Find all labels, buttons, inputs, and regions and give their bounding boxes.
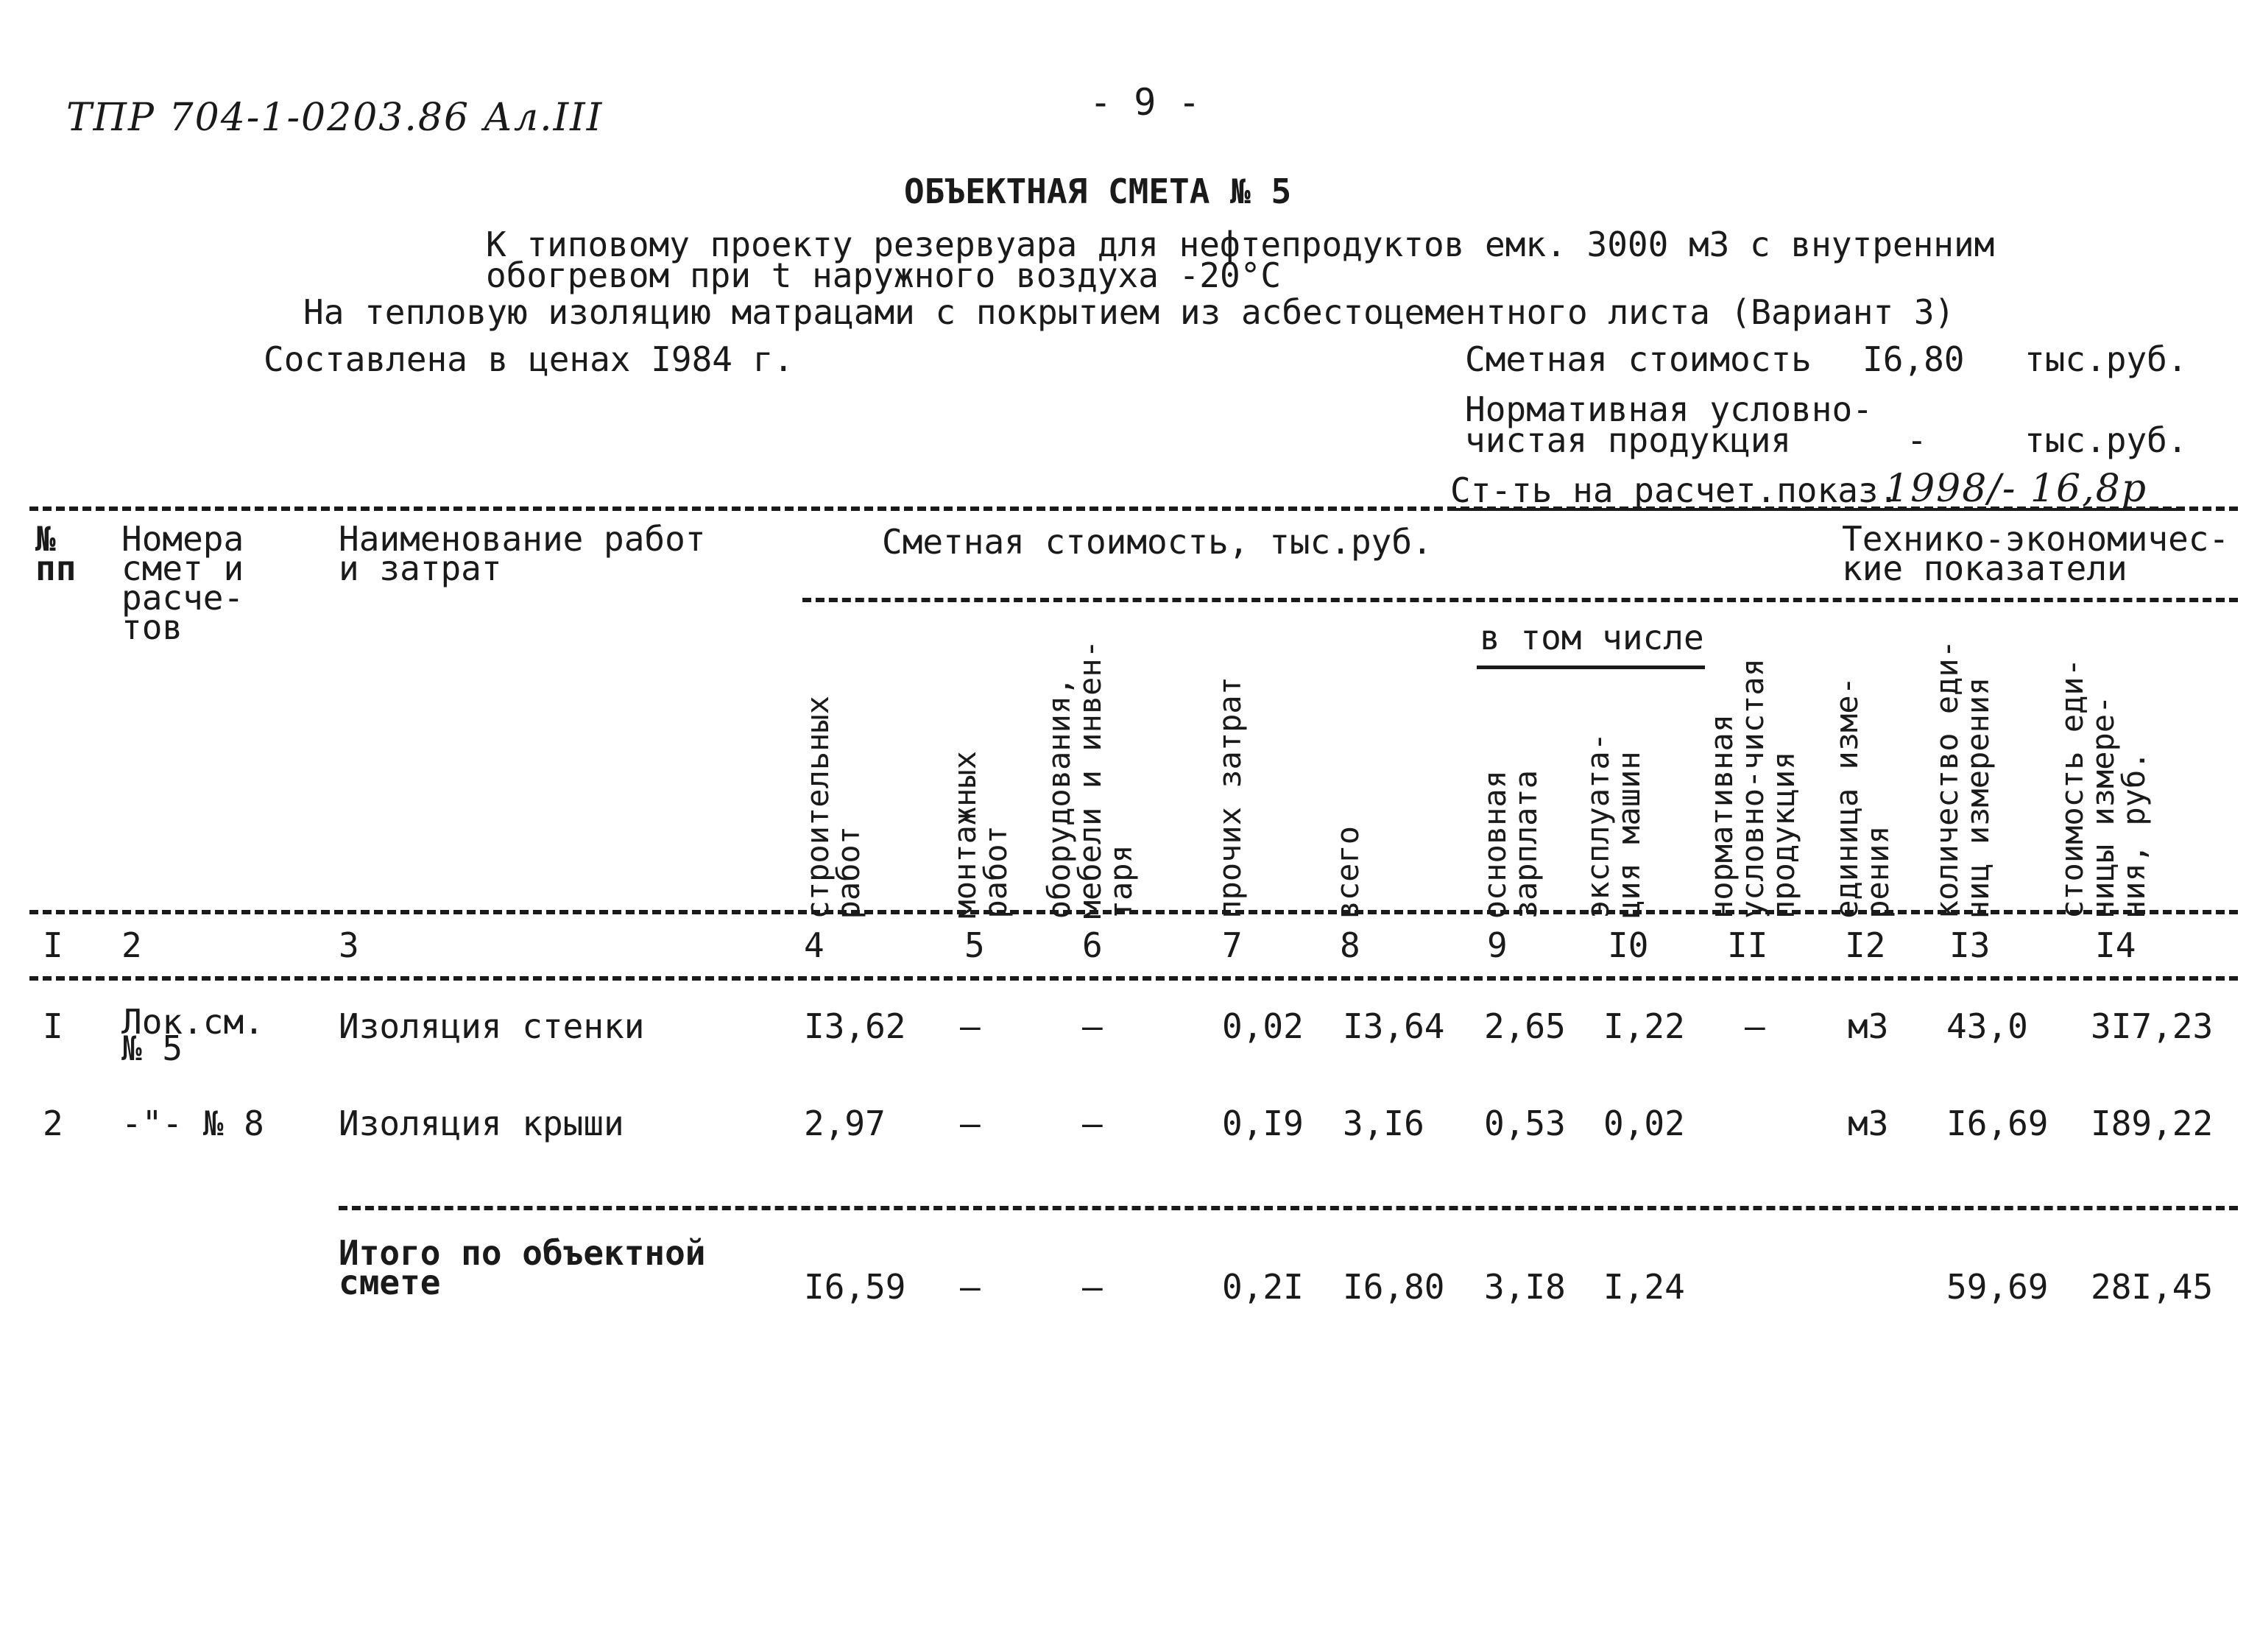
colnum: I4 [2095,925,2136,965]
cell-equipment: – [1082,1104,1103,1143]
handwritten-document-code: ТПР 704-1-0203.86 Ал.III [66,96,604,140]
header-col-machines: эксплуата- ция машин [1580,733,1647,919]
work-name: Изоляция стенки [339,1006,645,1046]
header-col-quantity: количество еди- ниц измерения [1929,639,1996,919]
header-col-equipment: оборудования, мебели и инвен- таря [1041,639,1139,919]
total-wages: 3,I8 [1484,1267,1566,1307]
column-numbers-bottom-rule [29,976,2238,981]
header-col-unit: единица изме- рения [1829,677,1896,919]
total-equipment: – [1082,1267,1103,1307]
cell-quantity: I6,69 [1946,1104,2049,1143]
estimate-ref: Лок.см. № 5 [121,1002,264,1068]
cell-installation: – [960,1104,981,1143]
normative-unit: тыс.руб. [2024,420,2188,460]
total-other: 0,2I [1222,1267,1304,1307]
total-total: I6,80 [1343,1267,1445,1307]
cell-construction: I3,62 [804,1006,906,1046]
including-underline [1477,666,1705,669]
cost-value: I6,80 [1862,339,1965,379]
colnum: II [1727,925,1768,965]
calc-label: Ст-ть на расчет.показ. [1450,470,1899,510]
normative-value: - [1907,420,1927,460]
colnum: I3 [1949,925,1991,965]
colnum: 3 [339,925,359,965]
total-quantity: 59,69 [1946,1267,2049,1307]
header-work-name: Наименование работ и затрат [339,519,706,588]
header-col-other: прочих затрат [1212,677,1248,919]
cell-machines: I,22 [1603,1006,1685,1046]
cell-normative: – [1745,1006,1765,1046]
work-name: Изоляция крыши [339,1104,624,1143]
normative-label-1: Нормативная условно- [1465,389,1873,429]
header-col-installation: монтажных работ [947,751,1014,919]
cell-wages: 2,65 [1484,1006,1566,1046]
header-cost-group: Сметная стоимость, тыс.руб. [882,522,1433,562]
cell-unit: м3 [1848,1006,1889,1046]
table-top-rule [29,506,2238,511]
cell-construction: 2,97 [804,1104,886,1143]
colnum: I2 [1845,925,1886,965]
header-tech-group: Технико-экономичес- кие показатели [1842,519,2230,588]
cost-unit: тыс.руб. [2024,339,2188,379]
cell-machines: 0,02 [1603,1104,1685,1143]
cell-equipment: – [1082,1006,1103,1046]
cell-unit-cost: 3I7,23 [2091,1006,2214,1046]
colnum: 8 [1340,925,1360,965]
header-col-unit-cost: стоимость еди- ницы измере- ния, руб. [2054,657,2152,919]
colnum: I [43,925,63,965]
colnum: 9 [1487,925,1508,965]
page-number: - 9 - [1090,81,1201,124]
total-label: Итого по объектной смете [339,1233,706,1302]
total-machines: I,24 [1603,1267,1685,1307]
document-title: ОБЪЕКТНАЯ СМЕТА № 5 [904,172,1292,211]
cost-subheader-rule [802,598,2238,602]
row-number: I [43,1006,63,1046]
cell-unit: м3 [1848,1104,1889,1143]
normative-label-2: чистая продукция [1465,420,1792,460]
header-including: в том числе [1480,618,1704,657]
colnum: 4 [804,925,824,965]
column-numbers-top-rule [29,910,2238,914]
colnum: I0 [1608,925,1649,965]
total-top-rule [339,1206,2238,1210]
subtitle-line-1: К типовому проекту резервуара для нефтепродуктов емк. 3000 м3 с внутренним [486,225,1995,264]
header-col-normative: нормативная условно-чистая продукция [1703,657,1801,919]
colnum: 5 [964,925,985,965]
header-col-construction: строительных работ [799,695,866,919]
row-number: 2 [43,1104,63,1143]
total-installation: – [960,1267,981,1307]
header-col-wages: основная зарплата [1477,769,1544,919]
cost-label: Сметная стоимость [1465,339,1812,379]
total-construction: I6,59 [804,1267,906,1307]
colnum: 7 [1222,925,1243,965]
subtitle-line-2: обогревом при t наружного воздуха -20°С [486,255,1282,295]
cell-other: 0,02 [1222,1006,1304,1046]
cell-quantity: 43,0 [1946,1006,2028,1046]
header-row-number: № пп [35,519,77,588]
cell-other: 0,I9 [1222,1104,1304,1143]
colnum: 2 [121,925,142,965]
cell-unit-cost: I89,22 [2091,1104,2214,1143]
cell-total: I3,64 [1343,1006,1445,1046]
cell-installation: – [960,1006,981,1046]
subtitle-line-3: На тепловую изоляцию матрацами с покрытием из асбестоцементного листа (Вариант 3) [303,292,1955,332]
cell-wages: 0,53 [1484,1104,1566,1143]
prices-year: Составлена в ценах I984 г. [264,339,794,379]
header-col-total: всего [1329,825,1366,919]
calc-value-handwritten: 1998/- 16,8р [1885,467,2148,511]
estimate-ref: -"- № 8 [121,1104,264,1143]
cell-total: 3,I6 [1343,1104,1424,1143]
header-estimate-refs: Номера смет и расче- тов [121,519,244,647]
colnum: 6 [1082,925,1103,965]
total-unit-cost: 28I,45 [2091,1267,2214,1307]
